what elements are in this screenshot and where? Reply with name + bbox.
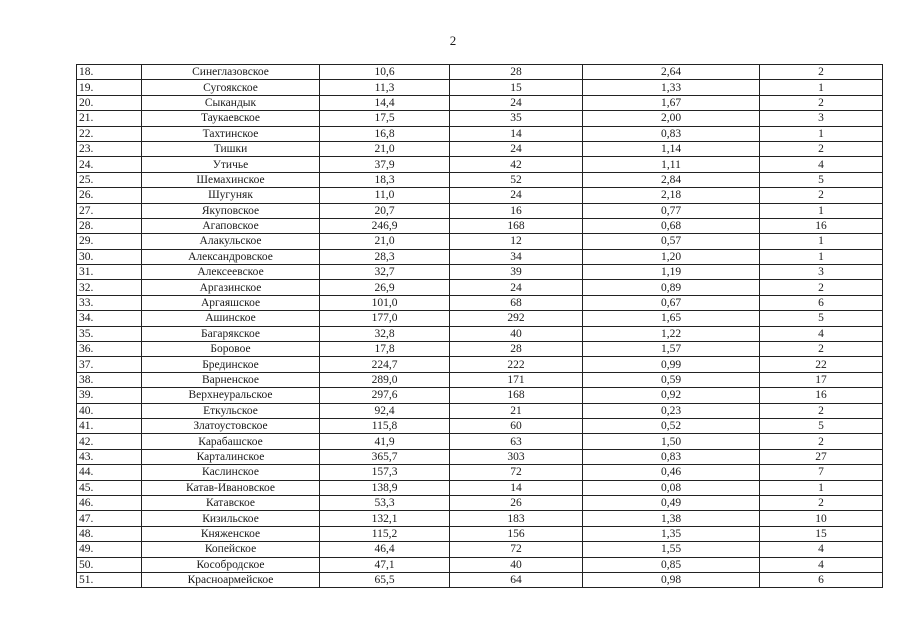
area-cell: 47,1 — [320, 557, 450, 572]
quantity-cell: 7 — [760, 465, 883, 480]
quantity-cell: 1 — [760, 480, 883, 495]
quantity-cell: 5 — [760, 311, 883, 326]
count-cell: 171 — [450, 372, 583, 387]
table-row — [77, 218, 883, 233]
name-cell: Шугуняк — [142, 188, 320, 203]
table-row — [77, 449, 883, 464]
area-cell: 28,3 — [320, 249, 450, 264]
area-cell: 17,5 — [320, 111, 450, 126]
ratio-cell: 0,85 — [583, 557, 760, 572]
quantity-cell: 16 — [760, 388, 883, 403]
quantity-cell: 4 — [760, 157, 883, 172]
area-cell: 138,9 — [320, 480, 450, 495]
name-cell: Варненское — [142, 372, 320, 387]
ratio-cell: 1,19 — [583, 265, 760, 280]
area-cell: 115,8 — [320, 418, 450, 433]
name-cell: Агаповское — [142, 218, 320, 233]
table-row — [77, 511, 883, 526]
row-number-cell: 20. — [77, 95, 142, 110]
name-cell: Сугоякское — [142, 80, 320, 95]
table-row — [77, 465, 883, 480]
count-cell: 34 — [450, 249, 583, 264]
name-cell: Копейское — [142, 542, 320, 557]
count-cell: 21 — [450, 403, 583, 418]
name-cell: Верхнеуральское — [142, 388, 320, 403]
quantity-cell: 1 — [760, 203, 883, 218]
count-cell: 16 — [450, 203, 583, 218]
name-cell: Боровое — [142, 342, 320, 357]
quantity-cell: 1 — [760, 80, 883, 95]
count-cell: 24 — [450, 280, 583, 295]
name-cell: Алексеевское — [142, 265, 320, 280]
name-cell: Утичье — [142, 157, 320, 172]
quantity-cell: 2 — [760, 188, 883, 203]
quantity-cell: 3 — [760, 265, 883, 280]
name-cell: Карабашское — [142, 434, 320, 449]
quantity-cell: 10 — [760, 511, 883, 526]
name-cell: Каслинское — [142, 465, 320, 480]
quantity-cell: 5 — [760, 172, 883, 187]
count-cell: 24 — [450, 95, 583, 110]
ratio-cell: 0,67 — [583, 295, 760, 310]
count-cell: 303 — [450, 449, 583, 464]
name-cell: Шемахинское — [142, 172, 320, 187]
ratio-cell: 0,92 — [583, 388, 760, 403]
row-number-cell: 46. — [77, 495, 142, 510]
table-row — [77, 188, 883, 203]
row-number-cell: 49. — [77, 542, 142, 557]
ratio-cell: 0,46 — [583, 465, 760, 480]
count-cell: 60 — [450, 418, 583, 433]
count-cell: 168 — [450, 388, 583, 403]
count-cell: 72 — [450, 542, 583, 557]
area-cell: 115,2 — [320, 526, 450, 541]
name-cell: Якуповское — [142, 203, 320, 218]
name-cell: Александровское — [142, 249, 320, 264]
name-cell: Карталинское — [142, 449, 320, 464]
area-cell: 365,7 — [320, 449, 450, 464]
quantity-cell: 15 — [760, 526, 883, 541]
row-number-cell: 48. — [77, 526, 142, 541]
name-cell: Синеглазовское — [142, 65, 320, 80]
name-cell: Княженское — [142, 526, 320, 541]
ratio-cell: 0,49 — [583, 495, 760, 510]
table-row — [77, 495, 883, 510]
quantity-cell: 2 — [760, 280, 883, 295]
area-cell: 26,9 — [320, 280, 450, 295]
quantity-cell: 1 — [760, 234, 883, 249]
quantity-cell: 6 — [760, 572, 883, 587]
table-body — [77, 65, 883, 588]
table-row — [77, 126, 883, 141]
ratio-cell: 0,59 — [583, 372, 760, 387]
count-cell: 68 — [450, 295, 583, 310]
row-number-cell: 47. — [77, 511, 142, 526]
ratio-cell: 1,20 — [583, 249, 760, 264]
ratio-cell: 1,14 — [583, 141, 760, 156]
table-row — [77, 526, 883, 541]
ratio-cell: 1,67 — [583, 95, 760, 110]
ratio-cell: 2,64 — [583, 65, 760, 80]
row-number-cell: 40. — [77, 403, 142, 418]
name-cell: Алакульское — [142, 234, 320, 249]
row-number-cell: 38. — [77, 372, 142, 387]
row-number-cell: 27. — [77, 203, 142, 218]
area-cell: 53,3 — [320, 495, 450, 510]
count-cell: 12 — [450, 234, 583, 249]
row-number-cell: 43. — [77, 449, 142, 464]
quantity-cell: 4 — [760, 326, 883, 341]
area-cell: 16,8 — [320, 126, 450, 141]
ratio-cell: 1,33 — [583, 80, 760, 95]
area-cell: 224,7 — [320, 357, 450, 372]
ratio-cell: 1,22 — [583, 326, 760, 341]
table-row — [77, 280, 883, 295]
area-cell: 20,7 — [320, 203, 450, 218]
name-cell: Тишки — [142, 141, 320, 156]
table-row — [77, 234, 883, 249]
count-cell: 24 — [450, 188, 583, 203]
count-cell: 28 — [450, 65, 583, 80]
table-row — [77, 342, 883, 357]
table-row — [77, 388, 883, 403]
table-row — [77, 80, 883, 95]
ratio-cell: 0,99 — [583, 357, 760, 372]
row-number-cell: 24. — [77, 157, 142, 172]
area-cell: 92,4 — [320, 403, 450, 418]
ratio-cell: 0,83 — [583, 449, 760, 464]
row-number-cell: 45. — [77, 480, 142, 495]
ratio-cell: 0,98 — [583, 572, 760, 587]
name-cell: Кизильское — [142, 511, 320, 526]
row-number-cell: 42. — [77, 434, 142, 449]
ratio-cell: 0,83 — [583, 126, 760, 141]
area-cell: 157,3 — [320, 465, 450, 480]
row-number-cell: 33. — [77, 295, 142, 310]
table-row — [77, 357, 883, 372]
area-cell: 297,6 — [320, 388, 450, 403]
table-row — [77, 141, 883, 156]
count-cell: 52 — [450, 172, 583, 187]
row-number-cell: 29. — [77, 234, 142, 249]
area-cell: 21,0 — [320, 141, 450, 156]
row-number-cell: 44. — [77, 465, 142, 480]
area-cell: 37,9 — [320, 157, 450, 172]
count-cell: 39 — [450, 265, 583, 280]
quantity-cell: 3 — [760, 111, 883, 126]
count-cell: 183 — [450, 511, 583, 526]
count-cell: 26 — [450, 495, 583, 510]
table-row — [77, 542, 883, 557]
ratio-cell: 2,00 — [583, 111, 760, 126]
table-row — [77, 203, 883, 218]
area-cell: 32,8 — [320, 326, 450, 341]
ratio-cell: 0,23 — [583, 403, 760, 418]
count-cell: 63 — [450, 434, 583, 449]
ratio-cell: 1,11 — [583, 157, 760, 172]
name-cell: Катавское — [142, 495, 320, 510]
quantity-cell: 5 — [760, 418, 883, 433]
area-cell: 46,4 — [320, 542, 450, 557]
quantity-cell: 2 — [760, 403, 883, 418]
area-cell: 41,9 — [320, 434, 450, 449]
table-row — [77, 572, 883, 587]
quantity-cell: 2 — [760, 95, 883, 110]
table-row — [77, 434, 883, 449]
forestry-data-table — [76, 64, 883, 588]
quantity-cell: 1 — [760, 126, 883, 141]
count-cell: 168 — [450, 218, 583, 233]
count-cell: 40 — [450, 326, 583, 341]
name-cell: Кособродское — [142, 557, 320, 572]
ratio-cell: 1,35 — [583, 526, 760, 541]
count-cell: 15 — [450, 80, 583, 95]
table-row — [77, 403, 883, 418]
count-cell: 35 — [450, 111, 583, 126]
ratio-cell: 1,50 — [583, 434, 760, 449]
row-number-cell: 25. — [77, 172, 142, 187]
row-number-cell: 36. — [77, 342, 142, 357]
quantity-cell: 22 — [760, 357, 883, 372]
area-cell: 21,0 — [320, 234, 450, 249]
quantity-cell: 17 — [760, 372, 883, 387]
name-cell: Ашинское — [142, 311, 320, 326]
quantity-cell: 1 — [760, 249, 883, 264]
area-cell: 101,0 — [320, 295, 450, 310]
ratio-cell: 0,89 — [583, 280, 760, 295]
row-number-cell: 31. — [77, 265, 142, 280]
area-cell: 10,6 — [320, 65, 450, 80]
area-cell: 246,9 — [320, 218, 450, 233]
quantity-cell: 4 — [760, 542, 883, 557]
table-row — [77, 372, 883, 387]
area-cell: 32,7 — [320, 265, 450, 280]
name-cell: Златоустовское — [142, 418, 320, 433]
name-cell: Брединское — [142, 357, 320, 372]
quantity-cell: 2 — [760, 495, 883, 510]
table-row — [77, 326, 883, 341]
ratio-cell: 0,68 — [583, 218, 760, 233]
row-number-cell: 19. — [77, 80, 142, 95]
quantity-cell: 2 — [760, 434, 883, 449]
quantity-cell: 2 — [760, 65, 883, 80]
ratio-cell: 1,55 — [583, 542, 760, 557]
ratio-cell: 0,77 — [583, 203, 760, 218]
name-cell: Еткульское — [142, 403, 320, 418]
table-row — [77, 295, 883, 310]
table-row — [77, 172, 883, 187]
row-number-cell: 26. — [77, 188, 142, 203]
table-row — [77, 311, 883, 326]
table-row — [77, 111, 883, 126]
row-number-cell: 28. — [77, 218, 142, 233]
area-cell: 132,1 — [320, 511, 450, 526]
name-cell: Тахтинское — [142, 126, 320, 141]
ratio-cell: 1,57 — [583, 342, 760, 357]
ratio-cell: 1,65 — [583, 311, 760, 326]
table-row — [77, 557, 883, 572]
name-cell: Таукаевское — [142, 111, 320, 126]
ratio-cell: 1,38 — [583, 511, 760, 526]
count-cell: 292 — [450, 311, 583, 326]
name-cell: Багарякское — [142, 326, 320, 341]
count-cell: 64 — [450, 572, 583, 587]
row-number-cell: 35. — [77, 326, 142, 341]
area-cell: 14,4 — [320, 95, 450, 110]
table-row — [77, 65, 883, 80]
count-cell: 72 — [450, 465, 583, 480]
name-cell: Сыкандык — [142, 95, 320, 110]
row-number-cell: 37. — [77, 357, 142, 372]
row-number-cell: 41. — [77, 418, 142, 433]
quantity-cell: 27 — [760, 449, 883, 464]
table-row — [77, 95, 883, 110]
row-number-cell: 23. — [77, 141, 142, 156]
row-number-cell: 51. — [77, 572, 142, 587]
area-cell: 11,0 — [320, 188, 450, 203]
row-number-cell: 34. — [77, 311, 142, 326]
quantity-cell: 2 — [760, 141, 883, 156]
table-row — [77, 265, 883, 280]
quantity-cell: 2 — [760, 342, 883, 357]
row-number-cell: 22. — [77, 126, 142, 141]
name-cell: Аргазинское — [142, 280, 320, 295]
ratio-cell: 0,57 — [583, 234, 760, 249]
quantity-cell: 16 — [760, 218, 883, 233]
ratio-cell: 2,18 — [583, 188, 760, 203]
count-cell: 14 — [450, 126, 583, 141]
area-cell: 177,0 — [320, 311, 450, 326]
count-cell: 28 — [450, 342, 583, 357]
table-row — [77, 249, 883, 264]
ratio-cell: 0,52 — [583, 418, 760, 433]
name-cell: Катав-Ивановское — [142, 480, 320, 495]
row-number-cell: 50. — [77, 557, 142, 572]
row-number-cell: 21. — [77, 111, 142, 126]
page-number: 2 — [449, 33, 457, 48]
table-row — [77, 480, 883, 495]
table-row — [77, 157, 883, 172]
area-cell: 65,5 — [320, 572, 450, 587]
quantity-cell: 4 — [760, 557, 883, 572]
area-cell: 11,3 — [320, 80, 450, 95]
quantity-cell: 6 — [760, 295, 883, 310]
name-cell: Красноармейское — [142, 572, 320, 587]
count-cell: 14 — [450, 480, 583, 495]
count-cell: 222 — [450, 357, 583, 372]
area-cell: 17,8 — [320, 342, 450, 357]
name-cell: Аргаяшское — [142, 295, 320, 310]
row-number-cell: 18. — [77, 65, 142, 80]
count-cell: 40 — [450, 557, 583, 572]
row-number-cell: 30. — [77, 249, 142, 264]
ratio-cell: 2,84 — [583, 172, 760, 187]
row-number-cell: 32. — [77, 280, 142, 295]
row-number-cell: 39. — [77, 388, 142, 403]
table-row — [77, 418, 883, 433]
count-cell: 42 — [450, 157, 583, 172]
area-cell: 289,0 — [320, 372, 450, 387]
ratio-cell: 0,08 — [583, 480, 760, 495]
area-cell: 18,3 — [320, 172, 450, 187]
count-cell: 156 — [450, 526, 583, 541]
count-cell: 24 — [450, 141, 583, 156]
